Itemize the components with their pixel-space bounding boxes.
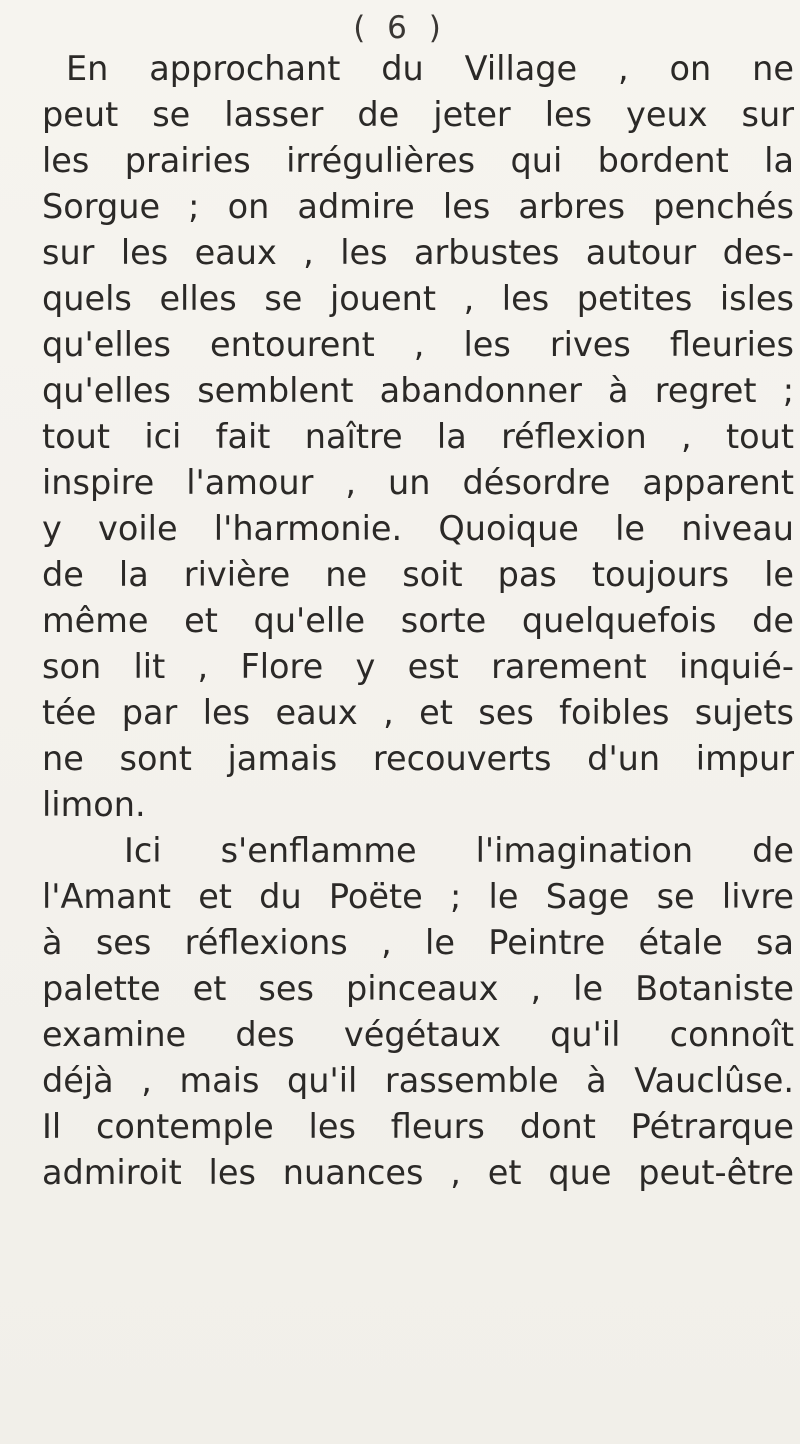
text-line: Il contemple les fleurs dont Pétrarque — [42, 1107, 794, 1146]
text-line: palette et ses pinceaux , le Botaniste — [42, 969, 794, 1008]
text-line: examine des végétaux qu'il connoît — [42, 1015, 794, 1054]
text-line: admiroit les nuances , et que peut-être — [42, 1153, 794, 1192]
text-line: inspire l'amour , un désordre apparent — [42, 463, 794, 502]
text-line: y voile l'harmonie. Quoique le niveau — [42, 509, 794, 548]
text-line: l'Amant et du Poëte ; le Sage se livre — [42, 877, 794, 916]
text-line: sur les eaux , les arbustes autour des- — [42, 233, 794, 272]
text-line: tout ici fait naître la réflexion , tout — [42, 417, 794, 456]
text-line: limon. — [42, 785, 146, 824]
text-line: En approchant du Village , on ne — [66, 49, 794, 88]
text-line: ne sont jamais recouverts d'un impur — [42, 739, 794, 778]
page-number: ( 6 ) — [353, 10, 447, 46]
text-line: qu'elles entourent , les rives fleuries — [42, 325, 794, 364]
text-line: qu'elles semblent abandonner à regret ; — [42, 371, 794, 410]
text-line: déjà , mais qu'il rassemble à Vauclûse. — [42, 1061, 794, 1100]
text-line: peut se lasser de jeter les yeux sur — [42, 95, 794, 134]
text-line: tée par les eaux , et ses foibles sujets — [42, 693, 794, 732]
text-line: de la rivière ne soit pas toujours le — [42, 555, 794, 594]
text-line: les prairies irrégulières qui bordent la — [42, 141, 794, 180]
text-line: à ses réflexions , le Peintre étale sa — [42, 923, 794, 962]
text-line: même et qu'elle sorte quelquefois de — [42, 601, 794, 640]
text-line: quels elles se jouent , les petites isles — [42, 279, 794, 318]
text-line: Ici s'enflamme l'imagination de — [124, 831, 794, 870]
text-line: son lit , Flore y est rarement inquié- — [42, 647, 794, 686]
text-line: Sorgue ; on admire les arbres penchés — [42, 187, 794, 226]
